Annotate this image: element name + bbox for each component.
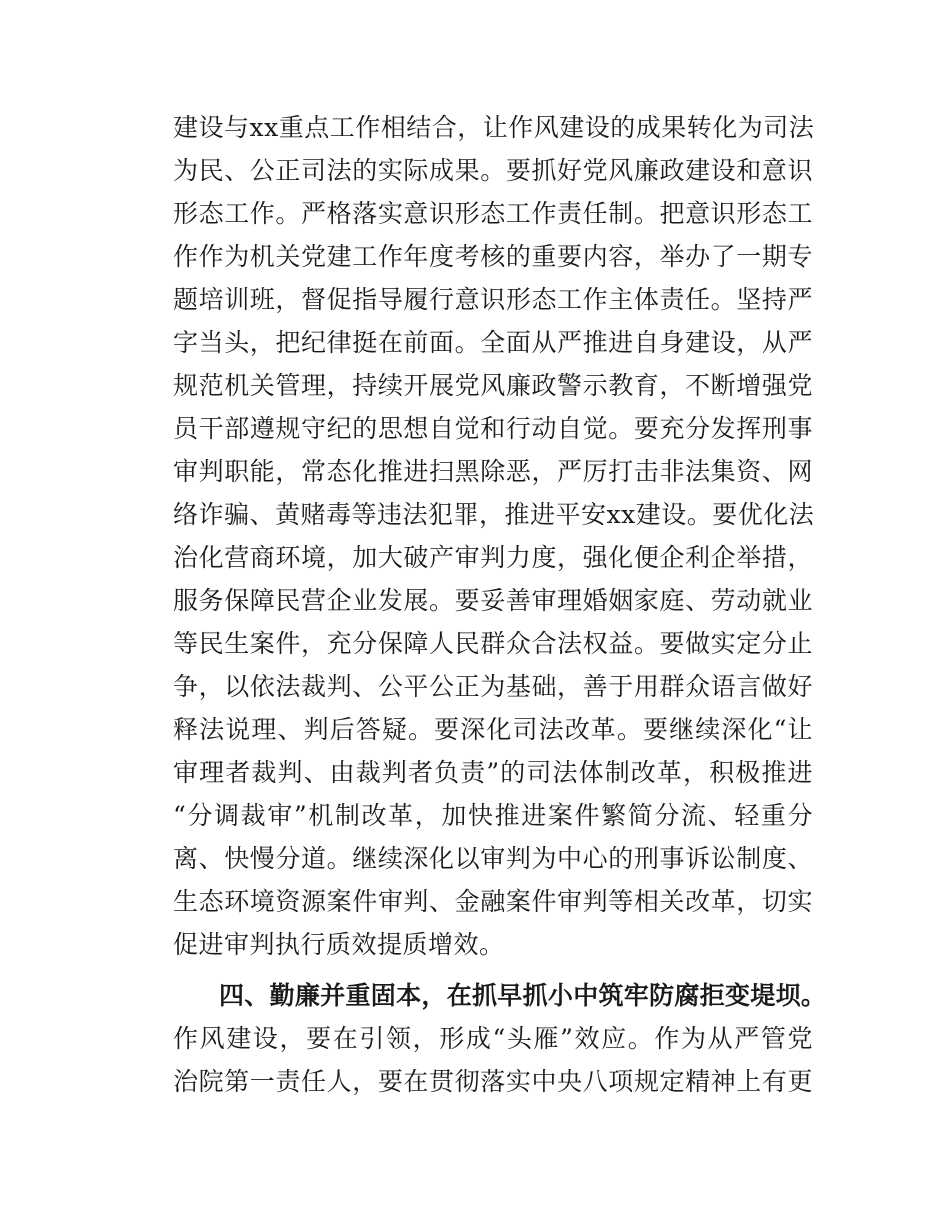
body-text-line: 规范机关管理，持续开展党风廉政警示教育，不断增强党 xyxy=(173,371,813,400)
body-text-line: 形态工作。严格落实意识形态工作责任制。把意识形态工 xyxy=(173,199,813,228)
body-text-line: 为民、公正司法的实际成果。要抓好党风廉政建设和意识 xyxy=(173,156,813,185)
body-text-line: 作风建设，要在引领，形成“头雁”效应。作为从严管党 xyxy=(173,1024,813,1053)
body-text-line: 服务保障民营企业发展。要妥善审理婚姻家庭、劳动就业 xyxy=(173,586,813,615)
body-text-line: 审理者裁判、由裁判者负责”的司法体制改革，积极推进 xyxy=(173,758,813,787)
body-text-line: 离、快慢分道。继续深化以审判为中心的刑事诉讼制度、 xyxy=(173,844,813,873)
body-text-line: 释法说理、判后答疑。要深化司法改革。要继续深化“让 xyxy=(173,715,813,744)
body-text-line: 络诈骗、黄赌毒等违法犯罪，推进平安xx建设。要优化法 xyxy=(173,500,815,529)
body-text-line: 治化营商环境，加大破产审判力度，强化便企利企举措， xyxy=(173,543,813,572)
section-heading: 四、勤廉并重固本，在抓早抓小中筑牢防腐拒变堤坝。 xyxy=(219,981,827,1010)
body-text-line: “分调裁审”机制改革，加快推进案件繁简分流、轻重分 xyxy=(173,801,813,830)
body-text-line: 审判职能，常态化推进扫黑除恶，严厉打击非法集资、网 xyxy=(173,457,813,486)
body-text-line: 题培训班，督促指导履行意识形态工作主体责任。坚持严 xyxy=(173,285,813,314)
body-text-line: 治院第一责任人，要在贯彻落实中央八项规定精神上有更 xyxy=(173,1067,813,1096)
body-text-line: 等民生案件，充分保障人民群众合法权益。要做实定分止 xyxy=(173,629,813,658)
body-text-line: 作作为机关党建工作年度考核的重要内容，举办了一期专 xyxy=(173,242,813,271)
body-text-line: 争，以依法裁判、公平公正为基础，善于用群众语言做好 xyxy=(173,672,813,701)
body-text-line: 建设与xx重点工作相结合，让作风建设的成果转化为司法 xyxy=(173,113,815,142)
body-text-line: 字当头，把纪律挺在前面。全面从严推进自身建设，从严 xyxy=(173,328,813,357)
body-text-line: 员干部遵规守纪的思想自觉和行动自觉。要充分发挥刑事 xyxy=(173,414,813,443)
body-text-line: 促进审判执行质效提质增效。 xyxy=(173,930,505,959)
body-text-line: 生态环境资源案件审判、金融案件审判等相关改革，切实 xyxy=(173,887,813,916)
